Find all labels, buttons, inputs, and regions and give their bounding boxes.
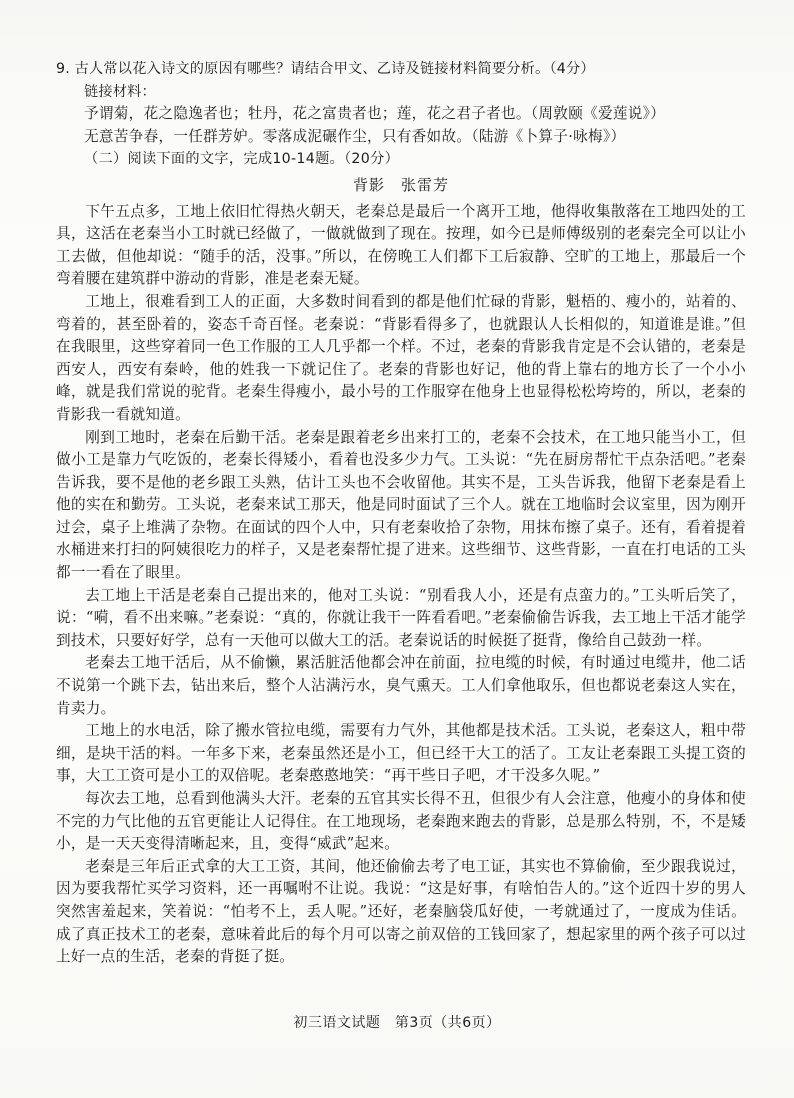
paragraph-4: 去工地上干活是老秦自己提出来的，他对工头说：“别看我人小，还是有点蛮力的。”工头听后笑了，说：“嗬，看不出来嘛。”老秦说：“真的，你就让我干一阵看看吧。”老秦偷偷告诉我，去工地上干活才能学到技术，只要好好学，总有一天他可以做大工的活。老秦说话的时候挺了挺背，像给自己鼓劲一样。 [56,586,746,649]
section-two-instructions: （二）阅读下面的文字，完成10-14题。（20分） [84,151,400,168]
article-title: 背影 [352,175,385,194]
article-heading [56,174,746,197]
paragraph-8: 老秦是三年后正式拿的大工工资，其间，他还偷偷去考了电工证，其实也不算偷偷，至少跟我说过，因为要我帮忙买学习资料，还一再嘱咐不让说。我说：“这是好事，有啥怕告人的。”这个近四十岁的男人突然害羞起来，笑着说：“怕考不上，丢人呢。”还好，老秦脑袋瓜好使，一考就通过了，一度成为佳话。成了真正技术工的老秦，意味着此后的每个月可以寄之前双倍的工钱回家了，想起家里的两个孩子可以过上好一点的生活，老秦的背挺了挺。 [56,857,746,966]
paragraph-2: 工地上，很难看到工人的正面，大多数时间看到的都是他们忙碌的背影，魁梧的、瘦小的，站着的、弯着的，甚至卧着的，姿态千奇百怪。老秦说：“背影看得多了，也就跟认人长相似的，知道谁是谁。”但在我眼里，这些穿着同一色工作服的工人几乎都一个样。不过，老秦的背影我肯定是不会认错的，老秦是西安人，西安有秦岭，他的姓我一下就记住了。老秦的背影也好记，他的背上靠右的地方长了一个小小峰，就是我们常说的驼背。老秦生得瘦小，最小号的工作服穿在他身上也显得松松垮垮的，所以，老秦的背影我一看就知道。 [56,292,746,423]
paragraph-7: 每次去工地，总看到他满头大汗。老秦的五官其实长得不丑，但很少有人会注意，他瘦小的身体和使不完的力气比他的五官更能让人记得住。在工地现场，老秦跑来跑去的背影，总是那么特别，不，不是矮小，是一天天变得清晰起来，且，变得“威武”起来。 [56,790,746,853]
page-content [56,58,746,969]
link-quote-ailian: 予谓菊，花之隐逸者也；牡丹，花之富贵者也；莲，花之君子者也。（周敦颐《爱莲说》） [84,105,666,123]
paragraph-1: 下午五点多，工地上依旧忙得热火朝天，老秦总是最后一个离开工地，他得收集散落在工地四处的工具，这活在老秦当小工时就已经做了，一做就做到了现在。按理，如今已是师傅级别的老秦完全可以让小工去做，但他却说：“随手的活，没事。”所以，在傍晚工人们都下工后寂静、空旷的工地上，那最后一个弯着腰在建筑群中游动的背影，准是老秦无疑。 [56,202,746,288]
paragraph-6: 工地上的水电活，除了搬水管拉电缆，需要有力气外，其他都是技术活。工头说，老秦这人，粗中带细，是块干活的料。一年多下来，老秦虽然还是小工，但已经干大工的活了。工友让老秦跟工头提工资的事，大工工资可是小工的双倍呢。老秦憨憨地笑：“再干些日子吧，才干没多久呢。” [56,722,746,785]
link-material-label: 链接材料： [84,83,156,100]
article-author: 张雷芳 [401,175,450,194]
link-quote-yongmei: 无意苦争春，一任群芳妒。零落成泥碾作尘，只有香如故。（陆游《卜算子·咏梅》） [84,127,626,145]
paragraph-5: 老秦去工地干活后，从不偷懒，累活脏活他都会冲在前面，拉电缆的时候，有时通过电缆井，他二话不说第一个跳下去，钻出来后，整个人沾满污水，臭气熏天。工人们拿他取乐，但也都说老秦这人实在，肯卖力。 [56,654,746,717]
paragraph-3: 刚到工地时，老秦在后勤干活。老秦是跟着老乡出来打工的，老秦不会技术，在工地只能当小工，但做小工是靠力气吃饭的，老秦长得矮小，看着也没多少力气。工头说：“先在厨房帮忙干点杂活吧。”老秦告诉我，要不是他的老乡跟工头熟，估计工头也不会收留他。其实不是，工头告诉我，他留下老秦是看上他的实在和勤劳。工头说，老秦来试工那天，他是同时面试了三个人。就在工地临时会议室里，因为刚开过会，桌子上堆满了杂物。在面试的四个人中，只有老秦收拾了杂物，用抹布擦了桌子。还有，看着提着水桶进来打扫的阿姨很吃力的样子，又是老秦帮忙提了进来。这些细节、这些背影，一直在打电话的工头都一一看在了眼里。 [56,428,746,582]
question-9: 9. 古人常以花入诗文的原因有哪些？请结合甲文、乙诗及链接材料简要分析。（4分） [56,61,595,77]
page-footer: 初三语文试题 第3页（共6页） [293,1015,501,1031]
